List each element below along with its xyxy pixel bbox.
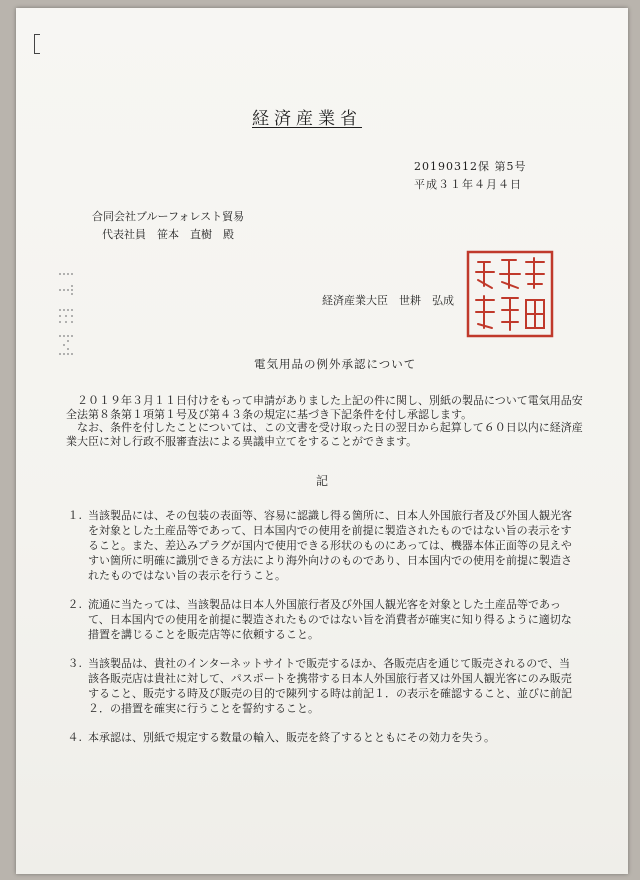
condition-number: ４. [67, 731, 82, 744]
document-page [16, 8, 628, 874]
condition-item [56, 730, 576, 745]
body-paragraph-2: なお、条件を付したことについては、この文書を受け取った日の翌日から起算して６０日以内に経済産業大臣に対し行政不服審査法による異議申立てをすることができます。 [66, 421, 583, 448]
condition-text: 当該製品は、貴社のインターネットサイトで販売するほか、各販売店を通じて販売されるので、当該各販売店は貴社に対して、パスポートを携帯する日本人外国旅行者又は外国人観光客にのみ販売すること、販売する時及び販売の目的で陳列する時は前記１．の表示を確認すること、並びに前記２．の措置を確実に行うことを誓約すること。 [88, 657, 572, 715]
recipient-person: 代表社員 笹本 直樹 殿 [102, 228, 234, 241]
corner-bracket [34, 34, 40, 54]
condition-item [56, 656, 576, 716]
condition-number: ２. [67, 598, 82, 611]
subject-line: 電気用品の例外承認について [254, 357, 417, 371]
condition-text: 当該製品には、その包装の表面等、容易に認識し得る箇所に、日本人外国旅行者及び外国人観光客を対象とした土産品等であって、日本国内での使用を前提に製造されたものではない旨の表示をすること。また、差込みプラグが国内で使用できる形状のものにあっては、機器本体正面等の見えやすい箇所に明確に識別できる方法により海外向けのものであり、日本国内での使用を前提に製造されたものではない旨の表示を行うこと。 [88, 509, 572, 582]
sender-signature: 経済産業大臣 世耕 弘成 [322, 294, 454, 307]
condition-number: ３. [67, 657, 82, 670]
condition-number: １. [67, 509, 82, 522]
issue-date: 平成３１年４月４日 [414, 178, 522, 191]
recipient-company: 合同会社ブルーフォレスト貿易 [92, 210, 245, 223]
meti-perforation-stamp [54, 270, 78, 370]
body-paragraph-1: ２０１９年３月１１日付けをもって申請がありました上記の件に関し、別紙の製品について電気用品安全法第８条第１項第１号及び第４３条の規定に基づき下記条件を付し承認します。 [66, 394, 583, 421]
condition-text: 流通に当たっては、当該製品は日本人外国旅行者及び外国人観光客を対象とした土産品等であって、日本国内での使用を前提に製造されたものではない旨を消費者が確実に知り得るように適切な措置を講じることを販売店等に依頼すること。 [88, 598, 572, 641]
body-text [66, 394, 586, 448]
document-number: 20190312保 第5号 [414, 160, 527, 173]
official-seal-stamp [464, 248, 556, 340]
ministry-title: 経済産業省 [252, 109, 362, 129]
conditions-list [56, 508, 576, 759]
condition-item [56, 597, 576, 642]
condition-item [56, 508, 576, 583]
condition-text: 本承認は、別紙で規定する数量の輸入、販売を終了するとともにその効力を失う。 [88, 731, 495, 744]
ki-heading: 記 [315, 474, 328, 488]
